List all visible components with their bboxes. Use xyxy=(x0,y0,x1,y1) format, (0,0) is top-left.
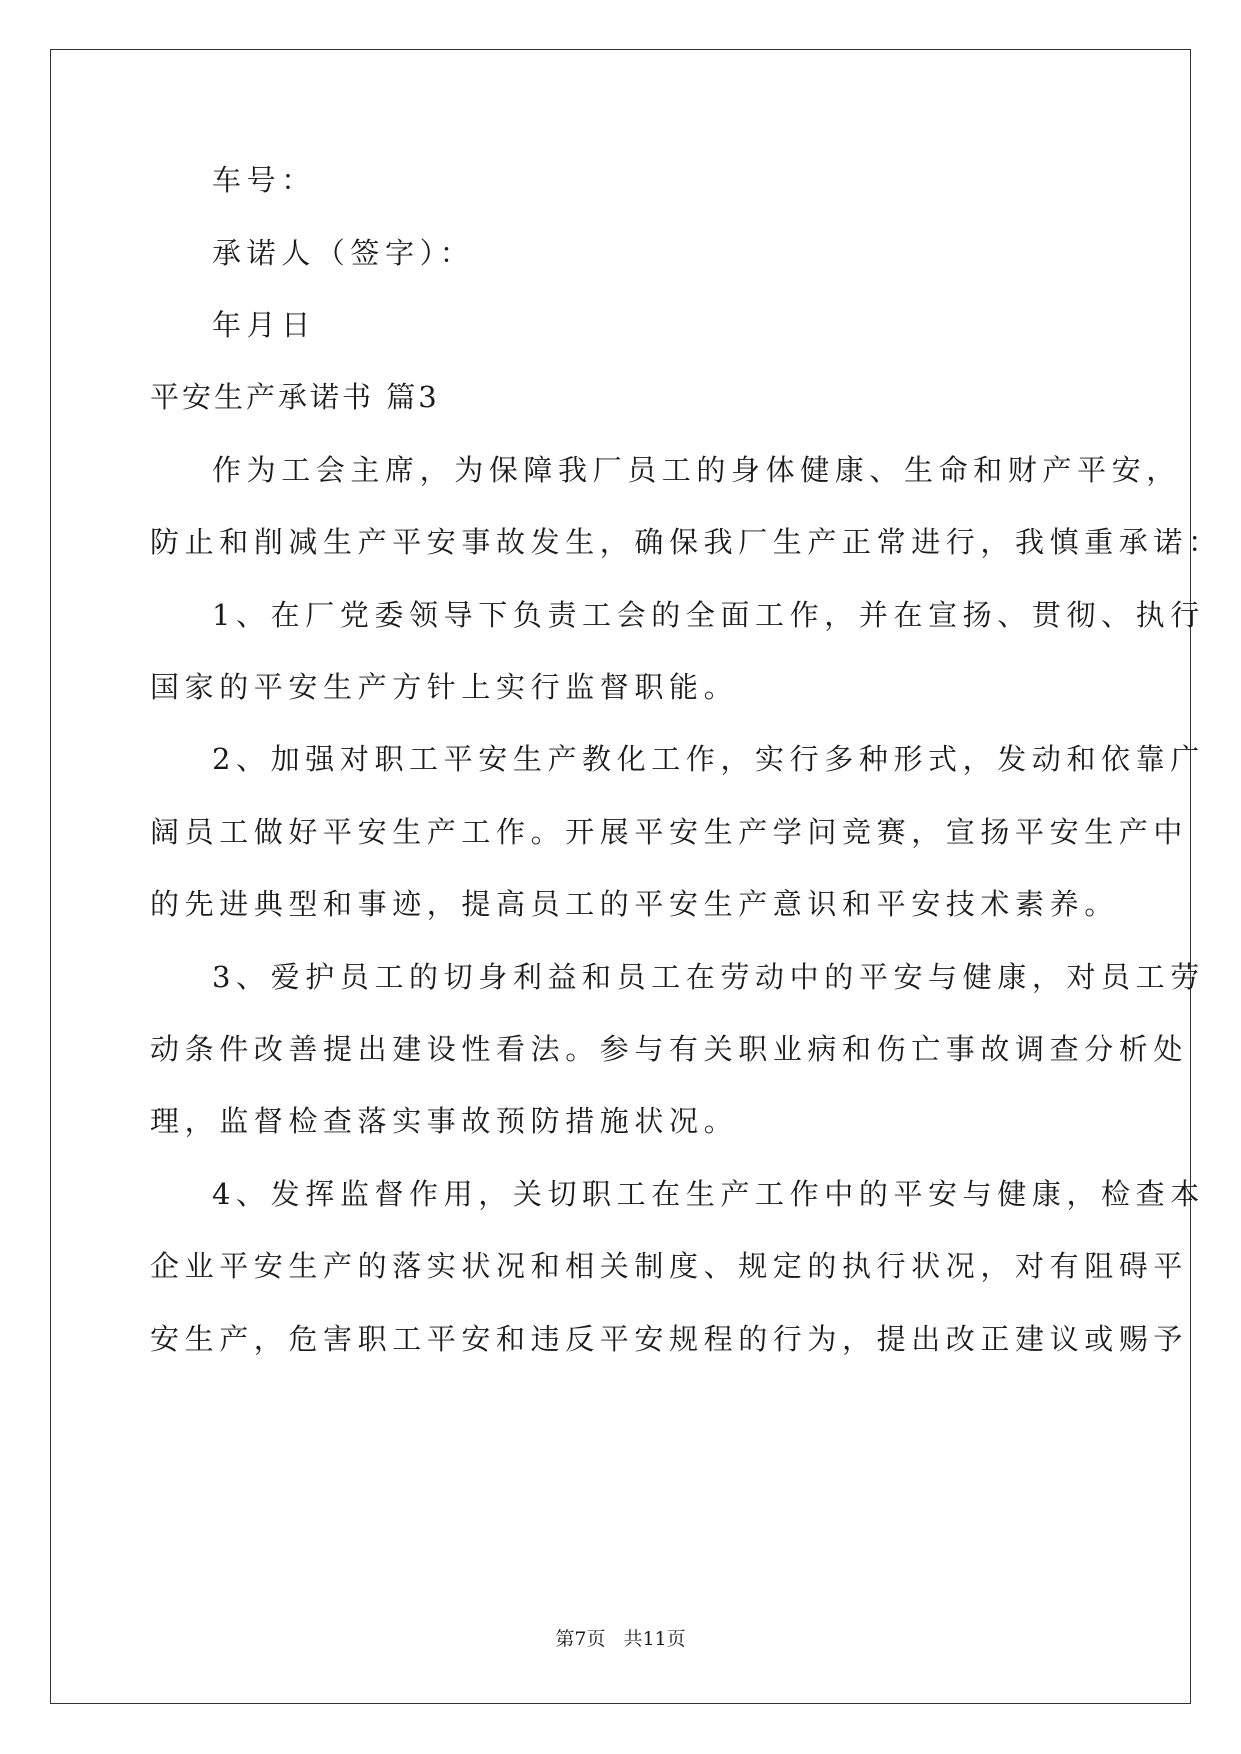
promisor-signature-field: 承诺人（签字）： xyxy=(212,236,475,270)
section-title: 平安生产承诺书 篇3 xyxy=(150,380,440,414)
item-1-line: 国家的平安生产方针上实行监督职能。 xyxy=(150,670,739,704)
item-4-line: 安生产，危害职工平安和违反平安规程的行为，提出改正建议或赐予 xyxy=(150,1322,1189,1356)
item-3-line: 动条件改善提出建设性看法。参与有关职业病和伤亡事故调查分析处 xyxy=(150,1032,1189,1066)
item-2-line: 的先进典型和事迹，提高员工的平安生产意识和平安技术素养。 xyxy=(150,887,1119,921)
item-1-line: 1、在厂党委领导下负责工会的全面工作，并在宣扬、贯彻、执行 xyxy=(212,598,1205,632)
date-field: 年月日 xyxy=(212,308,316,342)
item-3-line: 3、爱护员工的切身利益和员工在劳动中的平安与健康，对员工劳 xyxy=(212,960,1205,994)
car-number-field: 车号： xyxy=(212,163,316,197)
page-border xyxy=(50,49,1191,1704)
item-4-line: 4、发挥监督作用，关切职工在生产工作中的平安与健康，检查本 xyxy=(212,1177,1205,1211)
item-4-line: 企业平安生产的落实状况和相关制度、规定的执行状况，对有阻碍平 xyxy=(150,1249,1189,1283)
item-3-line: 理，监督检查落实事故预防措施状况。 xyxy=(150,1104,739,1138)
page-number: 第7页 xyxy=(555,1628,606,1650)
item-2-line: 阔员工做好平安生产工作。开展平安生产学问竞赛，宣扬平安生产中 xyxy=(150,815,1189,849)
intro-line: 防止和削减生产平安事故发生，确保我厂生产正常进行，我慎重承诺： xyxy=(150,525,1223,559)
page-footer xyxy=(0,1624,1241,1651)
page-total: 共11页 xyxy=(623,1628,686,1650)
intro-line: 作为工会主席，为保障我厂员工的身体健康、生命和财产平安， xyxy=(212,453,1181,487)
item-2-line: 2、加强对职工平安生产教化工作，实行多种形式，发动和依靠广 xyxy=(212,742,1205,776)
